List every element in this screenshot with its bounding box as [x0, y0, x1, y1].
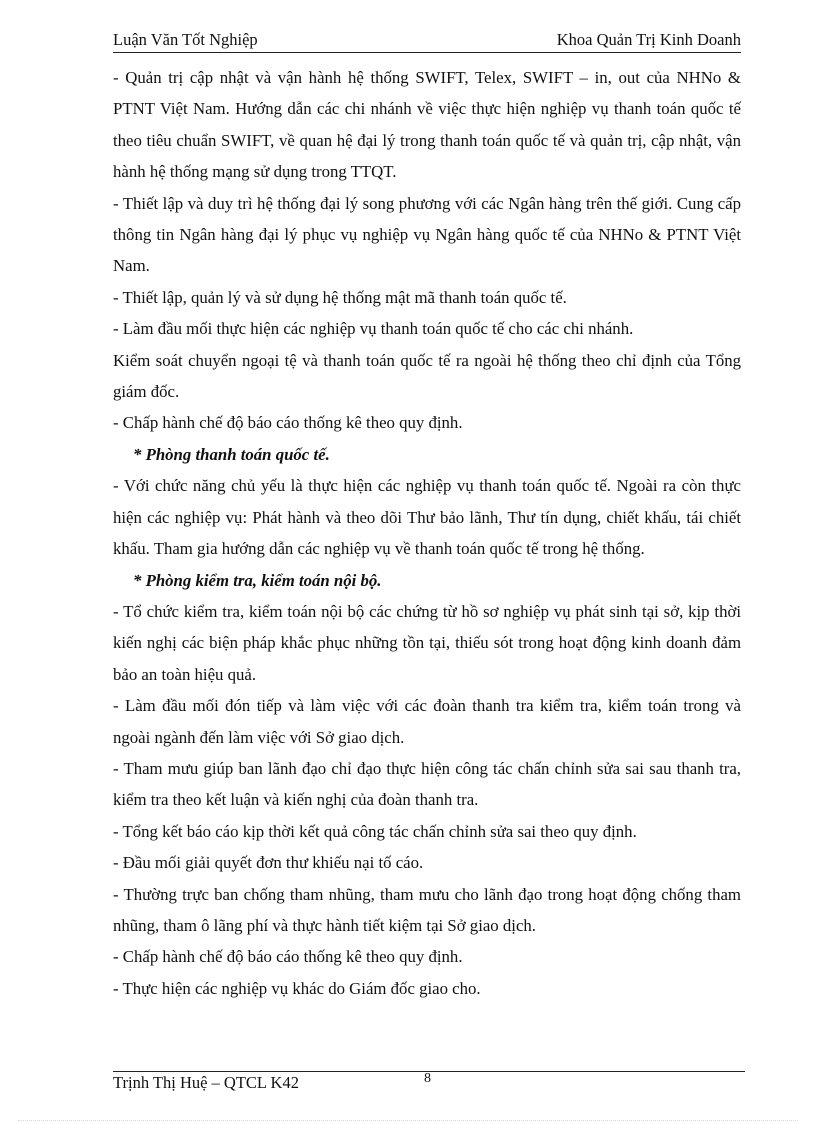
- paragraph-fx-control: Kiểm soát chuyển ngoại tệ và thanh toán quốc tế ra ngoài hệ thống theo chỉ định của Tổng giám đốc.: [113, 350, 741, 402]
- section-heading-payments: * Phòng thanh toán quốc tế.: [133, 444, 330, 464]
- paragraph-audit-reporting: - Chấp hành chế độ báo cáo thống kê theo quy định.: [113, 947, 463, 967]
- header-thesis-title: Luận Văn Tốt Nghiệp: [113, 30, 258, 49]
- paragraph-reporting: - Chấp hành chế độ báo cáo thống kê theo quy định.: [113, 413, 463, 433]
- paragraph-payments-function: - Với chức năng chủ yếu là thực hiện các nghiệp vụ thanh toán quốc tế. Ngoài ra còn thực hiện các nghiệp vụ: Phát hành và theo dõi Thư bảo lãnh, Thư tín dụng, chiết khấu, tái chiết khấu. Tham gia hướng dẫn các nghiệp vụ về thanh toán quốc tế trong hệ thống.: [113, 476, 741, 559]
- paragraph-audit-reception: - Làm đầu mối đón tiếp và làm việc với các đoàn thanh tra kiểm tra, kiểm toán trong và ngoài ngành đến làm việc với Sở giao dịch.: [113, 696, 741, 747]
- page-number: 8: [424, 1071, 431, 1086]
- paragraph-focal-point: - Làm đầu mối thực hiện các nghiệp vụ thanh toán quốc tế cho các chi nhánh.: [113, 319, 634, 339]
- paragraph-audit-advise: - Tham mưu giúp ban lãnh đạo chỉ đạo thực hiện công tác chấn chỉnh sửa sai sau thanh tra, kiểm tra theo kết luận và kiến nghị của đoàn thanh tra.: [113, 758, 741, 810]
- paragraph-audit-summary: - Tổng kết báo cáo kịp thời kết quả công tác chấn chỉnh sửa sai theo quy định.: [113, 821, 637, 841]
- paragraph-complaints: - Đầu mối giải quyết đơn thư khiếu nại tố cáo.: [113, 853, 424, 873]
- page-header: [113, 30, 741, 53]
- footer-author: Trịnh Thị Huệ – QTCL K42: [113, 1073, 299, 1092]
- body-text: [113, 62, 741, 1004]
- header-faculty: Khoa Quản Trị Kinh Doanh: [556, 30, 741, 49]
- page-edge-divider: [18, 1120, 798, 1121]
- page-footer: [113, 1073, 745, 1097]
- paragraph-anticorruption: - Thường trực ban chống tham nhũng, tham mưu cho lãnh đạo trong hoạt động chống tham nhũng, tham ô lãng phí và thực hành tiết kiệm tại Sở giao dịch.: [113, 884, 741, 935]
- paragraph-swift: - Quản trị cập nhật và vận hành hệ thống SWIFT, Telex, SWIFT – in, out của NHNo & PTNT Việt Nam. Hướng dẫn các chi nhánh về việc thực hiện nghiệp vụ thanh toán quốc tế theo tiêu chuẩn SWIFT, về quan hệ đại lý trong thanh toán quốc tế và quản trị, cập nhật, vận hành hệ thống mạng sử dụng trong TTQT.: [113, 68, 741, 182]
- paragraph-cipher: - Thiết lập, quản lý và sử dụng hệ thống mật mã thanh toán quốc tế.: [113, 287, 567, 307]
- paragraph-agency: - Thiết lập và duy trì hệ thống đại lý song phương với các Ngân hàng trên thế giới. Cung cấp thông tin Ngân hàng đại lý phục vụ nghiệp vụ Ngân hàng quốc tế của NHNo & PTNT Việt Nam.: [113, 193, 741, 276]
- paragraph-audit-organize: - Tổ chức kiểm tra, kiểm toán nội bộ các chứng từ hồ sơ nghiệp vụ phát sinh tại sở, kịp thời kiến nghị các biện pháp khắc phục những tồn tại, thiếu sót trong hoạt động kinh doanh đảm bảo an toàn hiệu quả.: [113, 601, 741, 684]
- paragraph-other-tasks: - Thực hiện các nghiệp vụ khác do Giám đốc giao cho.: [113, 978, 481, 998]
- section-heading-audit: * Phòng kiểm tra, kiểm toán nội bộ.: [133, 570, 382, 590]
